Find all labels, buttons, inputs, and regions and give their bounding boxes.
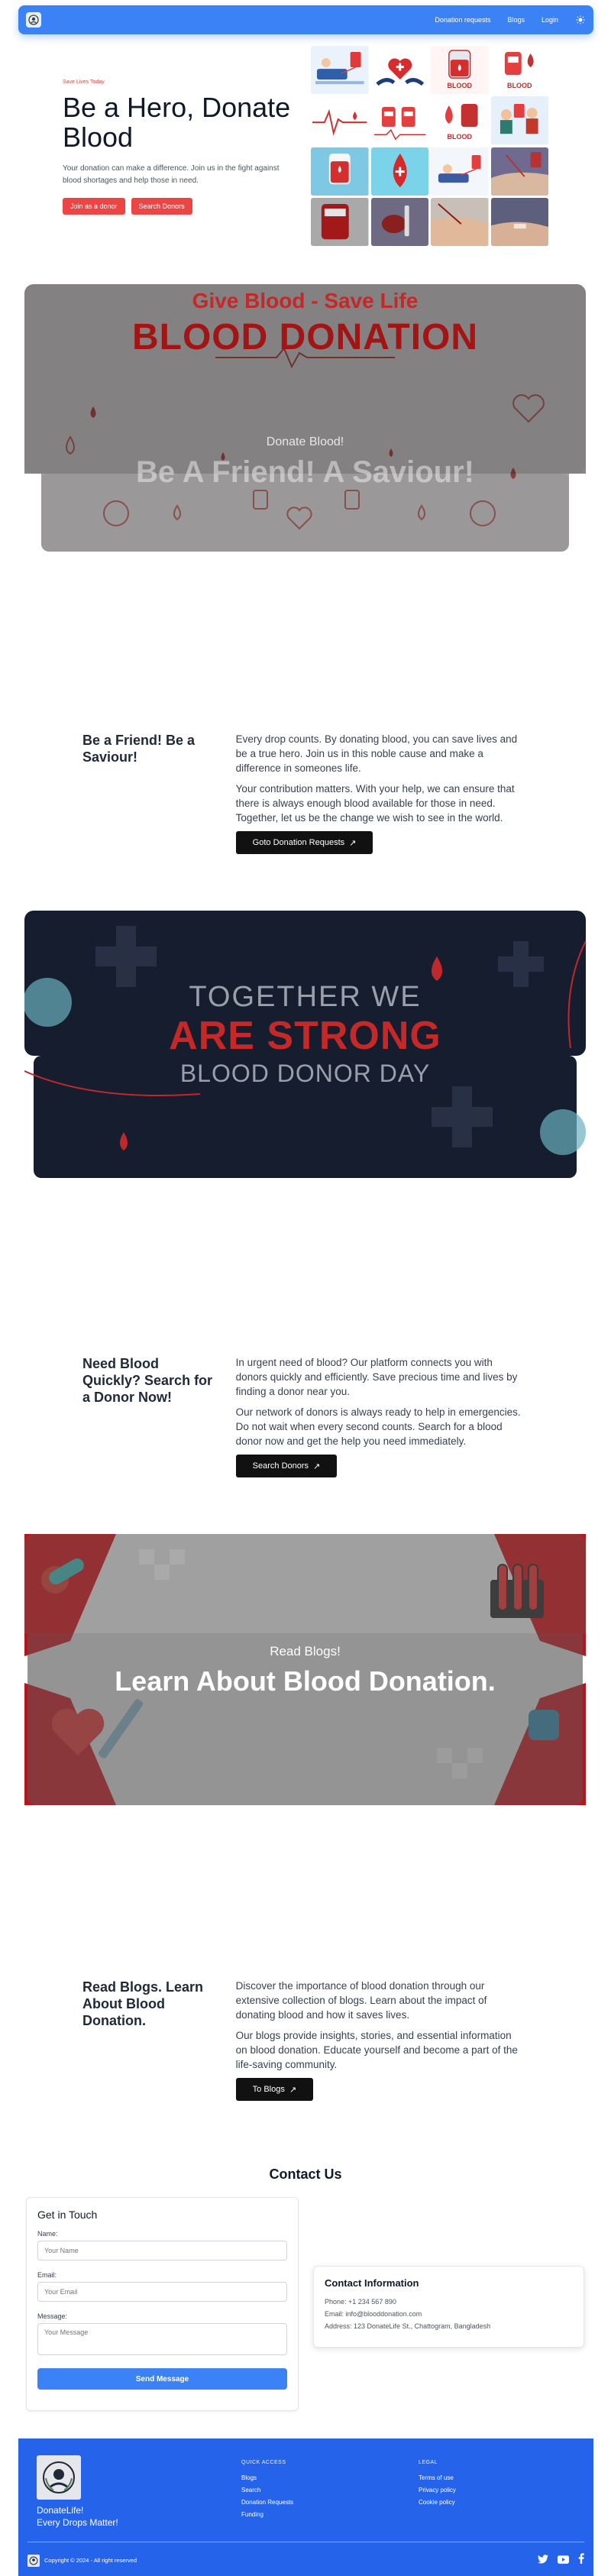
section-heading: Need Blood Quickly? Search for a Donor Now! <box>82 1356 213 1405</box>
banner2-line1: TOGETHER WE <box>189 981 422 1013</box>
nav-blogs[interactable]: Blogs <box>507 16 525 24</box>
join-donor-button[interactable]: Join as a donor <box>63 198 125 215</box>
site-logo[interactable] <box>26 12 41 28</box>
section-paragraph: Our blogs provide insights, stories, and essential information on blood donation. Educate yourself and become a part of the life-saving community. <box>235 2030 518 2070</box>
hero-image-grid <box>311 46 548 246</box>
grid-image-blood-sample <box>371 198 429 246</box>
grid-image-blood-drop-bag-2 <box>431 96 489 144</box>
search-donors-section-button[interactable] <box>236 1455 338 1477</box>
footer-link-blogs[interactable]: Blogs <box>241 2474 257 2481</box>
button-label: Search Donors <box>252 1461 309 1471</box>
banner-donate-blood <box>24 284 586 552</box>
nav-links <box>435 15 586 25</box>
grid-image-donors-group <box>491 96 549 144</box>
contact-address: Address: 123 DonateLife St., Chattogram, Bangladesh <box>325 2322 491 2330</box>
grid-image-donor-chair <box>311 46 369 94</box>
search-donors-button[interactable]: Search Donors <box>131 198 192 215</box>
logo-emblem-icon <box>41 2460 76 2495</box>
section-body <box>236 1979 525 2101</box>
navbar <box>18 5 593 34</box>
name-label: Name: <box>37 2230 58 2238</box>
nav-donation-requests[interactable]: Donation requests <box>435 16 491 24</box>
banner-image-heading: Give Blood - Save Life <box>192 289 419 312</box>
footer-link-cookie[interactable]: Cookie policy <box>419 2499 455 2506</box>
tile-caption: BLOOD <box>507 82 532 90</box>
tile-caption: BLOOD <box>447 132 472 141</box>
grid-image-blood-drop-bag <box>491 46 549 94</box>
footer-link-terms[interactable]: Terms of use <box>419 2474 454 2481</box>
youtube-icon[interactable] <box>558 2554 569 2568</box>
banner2-line3: BLOOD DONOR DAY <box>179 1060 431 1087</box>
contact-info-card <box>313 2266 584 2348</box>
footer-quick-access <box>241 2460 293 2523</box>
grid-image-donation-illustration <box>431 147 489 196</box>
logo-emblem-icon <box>29 2556 38 2565</box>
contact-form <box>26 2197 299 2411</box>
banner-read-blogs <box>24 1534 586 1805</box>
footer-col-title: LEGAL <box>419 2460 438 2465</box>
arrow-up-right-icon: ↗ <box>349 838 357 848</box>
contact-phone: Phone: +1 234 567 890 <box>325 2298 396 2306</box>
goto-donation-requests-button[interactable] <box>236 831 373 854</box>
footer-bottom <box>27 2553 584 2568</box>
grid-image-hand-needle <box>431 198 489 246</box>
footer-link-funding[interactable]: Funding <box>241 2511 263 2518</box>
email-input[interactable] <box>37 2282 287 2302</box>
section-read-blogs <box>82 1979 525 2101</box>
twitter-icon[interactable] <box>538 2554 548 2568</box>
banner3-small-text: Read Blogs! <box>270 1644 341 1659</box>
arrow-up-right-icon: ↗ <box>289 2085 297 2095</box>
footer-col-title: QUICK ACCESS <box>241 2460 286 2465</box>
footer-link-search[interactable]: Search <box>241 2487 261 2493</box>
section-heading: Be a Friend! Be a Saviour! <box>82 733 196 765</box>
to-blogs-button[interactable] <box>236 2078 313 2101</box>
sun-icon <box>576 15 585 24</box>
grid-image-arm-donation <box>491 147 549 196</box>
hero-description: Your donation can make a difference. Join us in the fight against blood shortages and help those in need. <box>63 164 280 185</box>
section-paragraph: Our network of donors is always ready to help in emergencies. Do not wait when every second counts. Search for a blood donor now and get the help you need immediately. <box>235 1406 521 1447</box>
message-label: Message: <box>37 2312 68 2320</box>
hero <box>63 79 299 215</box>
tile-caption: BLOOD <box>447 82 472 90</box>
grid-image-blood-bags <box>371 96 429 144</box>
hero-kicker: Save Lives Today <box>63 79 105 85</box>
logo-emblem-icon <box>28 15 39 25</box>
hero-title: Be a Hero, Donate Blood <box>63 92 291 153</box>
footer-legal <box>419 2460 456 2511</box>
section-body <box>236 1355 525 1477</box>
footer-logo[interactable] <box>37 2455 81 2500</box>
send-message-button[interactable]: Send Message <box>37 2368 287 2390</box>
section-paragraph: Every drop counts. By donating blood, you can save lives and be a true hero. Join us in this noble cause and make a difference in someones life. <box>235 733 518 774</box>
footer-link-privacy[interactable]: Privacy policy <box>419 2487 456 2493</box>
brand-tagline: Every Drops Matter! <box>37 2517 118 2528</box>
contact-email: Email: info@blooddonation.com <box>325 2310 422 2318</box>
hero-buttons <box>63 198 299 215</box>
section-paragraph: Your contribution matters. With your help, we can ensure that there is always enough blood available for those in need. Together, let us be the change we wish to see in the world. <box>235 783 515 824</box>
button-label: Goto Donation Requests <box>252 838 345 847</box>
grid-image-blood-bag-photo <box>311 198 369 246</box>
form-heading: Get in Touch <box>37 2209 98 2221</box>
grid-image-hands-heart <box>371 46 429 94</box>
email-label: Email: <box>37 2271 57 2279</box>
facebook-icon[interactable] <box>578 2553 584 2568</box>
footer-brand <box>37 2504 118 2529</box>
banner-blood-donor-day <box>24 911 586 1178</box>
message-textarea[interactable] <box>37 2323 287 2355</box>
footer-link-donation-requests[interactable]: Donation Requests <box>241 2499 294 2506</box>
grid-image-blood-bag <box>431 46 489 94</box>
banner-overlay-top <box>24 1534 586 1633</box>
grid-image-arm-bandage <box>491 198 549 246</box>
footer-copyright: Copyright © 2024 - All right reserved <box>44 2557 137 2564</box>
name-input[interactable] <box>37 2241 287 2260</box>
banner2-line2: ARE STRONG <box>169 1014 441 1058</box>
banner3-big-text: Learn About Blood Donation. <box>115 1665 496 1697</box>
arrow-up-right-icon: ↗ <box>313 1461 321 1471</box>
theme-toggle[interactable] <box>575 15 586 25</box>
grid-image-blood-bag-blue <box>311 147 369 196</box>
section-be-a-friend <box>82 732 525 854</box>
banner-image-title: BLOOD DONATION <box>131 317 479 358</box>
section-body <box>236 732 525 854</box>
section-paragraph: In urgent need of blood? Our platform connects you with donors quickly and efficiently. Save precious time and lives by finding a donor near you. <box>235 1357 518 1397</box>
nav-login[interactable]: Login <box>541 16 558 24</box>
grid-image-red-drop <box>371 147 429 196</box>
contact-title: Contact Us <box>269 2167 342 2182</box>
section-heading: Read Blogs. Learn About Blood Donation. <box>82 1979 204 2028</box>
section-paragraph: Discover the importance of blood donation through our extensive collection of blogs. Learn about the impact of donating blood and how it saves lives. <box>235 1980 487 2021</box>
banner-small-text: Donate Blood! <box>266 435 344 448</box>
brand-name: DonateLife! <box>37 2505 84 2516</box>
grid-image-pulse-line <box>311 96 369 144</box>
footer <box>18 2438 593 2576</box>
banner-big-text: Be A Friend! A Saviour! <box>135 455 474 489</box>
section-search-donor <box>82 1355 525 1477</box>
footer-social <box>538 2553 584 2568</box>
button-label: To Blogs <box>252 2085 285 2094</box>
footer-small-logo <box>27 2555 40 2567</box>
contact-info-title: Contact Information <box>325 2277 419 2289</box>
